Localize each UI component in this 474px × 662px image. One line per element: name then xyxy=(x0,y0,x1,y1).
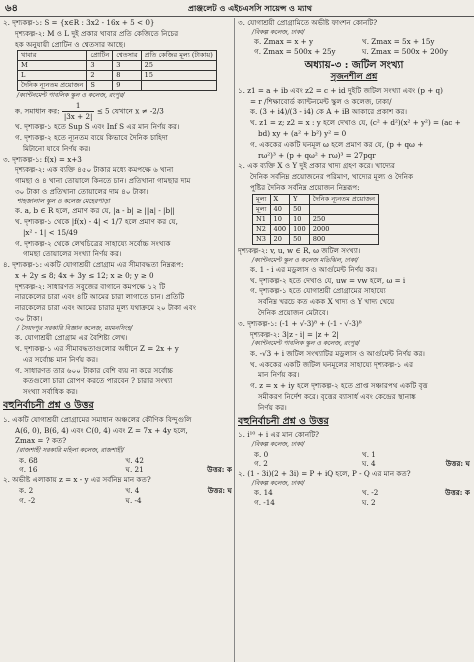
table-header-cell: শ্বেতসার xyxy=(113,51,141,61)
mcq-1-options xyxy=(3,456,232,476)
option: গ. Zmax = 500x + 25y xyxy=(254,46,336,56)
running-title: প্রাঞ্জলেট ও এইচএসসি সায়েন্স ও ম্যাথ xyxy=(188,3,312,13)
table-header-cell: X xyxy=(270,194,290,204)
table-row xyxy=(18,71,217,81)
right-column xyxy=(238,18,470,662)
option: ঘ. Zmax = 500x + 200y xyxy=(362,46,448,56)
option-text: খ. 4 xyxy=(125,485,140,495)
mcq-heading: বহুনির্বাচনী প্রশ্ন ও উত্তর xyxy=(3,399,94,411)
fraction xyxy=(62,101,95,122)
question-4-kha-cont: এর সর্বোচ্চ মান নির্ণয় কর। xyxy=(23,354,98,364)
page-header xyxy=(0,0,474,17)
answer-label: উত্তর: ক xyxy=(445,488,470,498)
cq-1-kha: খ. z1 = z; z2 = x : y হলে দেখাও যে, (c² + d²)(x² + y²) = (ac + xyxy=(250,118,461,128)
cq-3-line2: দৃশ্যকল্প-২: 3|z - i| = |z + 2| xyxy=(250,329,339,339)
question-4-line4: নারকেলের চারা এবং ৪টি আমের চারা লাগাতে চান। প্রতিটি xyxy=(15,292,185,302)
fraction-numerator: 1 xyxy=(62,101,95,112)
question-4-line5: নারকেলের চারা এবং আমের চারার মূল্য যথাক্রমে ২০ টাকা এবং xyxy=(15,303,196,313)
mcq-1-line3: Zmax = ? কত? xyxy=(15,436,67,446)
table-cell xyxy=(141,81,216,91)
cq-1-line2: = r ∕শিক্ষাবোর্ড ক্যান্টনমেন্ট স্কুল ও কলেজ, ঢাকা/ xyxy=(250,96,392,106)
fraction-denominator: |3x + 2| xyxy=(63,111,93,121)
option: গ. 16 xyxy=(19,465,38,475)
option: ক. Zmax = x + y xyxy=(254,37,314,47)
option xyxy=(362,488,470,498)
table-cell: 400 xyxy=(270,224,290,234)
answer-label: উত্তর: ক xyxy=(207,465,232,475)
table-cell: 10 xyxy=(270,214,290,224)
mcq-3-options xyxy=(238,37,470,57)
mcq-2-options xyxy=(3,486,232,506)
cq-3-ga: গ. z = x + iy হলে দৃশ্যকল্প-২ হতে প্রাপ্ত সঞ্চারপথ একটি বৃত্ত xyxy=(250,381,428,391)
table-header-row xyxy=(18,51,217,61)
question-4-line1: ৪. দৃশ্যকল্প-১: একটি যোগাশ্রয়ী প্রোগ্রাম এর সীমাবদ্ধতা নিম্নরূপ: xyxy=(3,260,184,270)
table-cell: 250 xyxy=(309,214,378,224)
table-cell: দৈনিক ন্যূনতম প্রয়োজন xyxy=(18,81,87,91)
table-cell: 15 xyxy=(141,71,216,81)
cq-3-kha: খ. এককের একটি জটিল ঘনমূলের সাহায্যে দৃশ্যকল্প-১ এর xyxy=(250,359,414,369)
source-note: /রাজশাহী সরকারি মহিলা কলেজ, রাজশাহী/ xyxy=(17,447,125,455)
cq-1-ga-cont: rω²)³ + (p + qω² + rω)³ = 27pqr xyxy=(258,150,376,160)
question-4-ka: ক. যোগাশ্রয়ী প্রোগ্রাম এর বৈশিষ্ট্য লেখ। xyxy=(15,333,128,343)
table-cell xyxy=(309,204,378,214)
source-note: / সৈয়দপুর সরকারি বিজ্ঞান কলেজ, ময়মনসিংহ/ xyxy=(17,324,133,332)
source-note: /বিকল্প কলেজ, ঢাকা/ xyxy=(252,479,305,487)
table-cell: N2 xyxy=(253,224,271,234)
question-text: ক. সমাধান কর: xyxy=(15,106,60,116)
option-text: খ. -2 xyxy=(362,488,379,498)
table-cell: 2 xyxy=(87,71,113,81)
option: গ. -14 xyxy=(254,498,275,508)
question-2-ga-cont: মিটানো যাবে নির্ণয় কর। xyxy=(23,143,91,153)
cq-2-ga-cont: সর্বনিম্ন খরচে কত একক X খাদ্য ও Y খাদ্য খেয়ে xyxy=(258,297,395,307)
table-row xyxy=(253,204,379,214)
left-column xyxy=(3,18,232,662)
section-subheading: সৃজনশীল প্রশ্ন xyxy=(330,72,378,83)
mcq-2-line1: ২. অভীষ্ট এলাকায় z = x - y এর সর্বনিম্ন মান কত? xyxy=(3,475,151,485)
table-cell: 50 xyxy=(290,204,310,214)
cq-2-kha: খ. দৃশ্যকল্প-২ হতে দেখাও যে, uw = vw হলে, ω = i xyxy=(250,275,406,285)
question-4-line3: দৃশ্যকল্প-২: সাধারণত সবুজের বাগানে কমপক্ষে ১২ টি xyxy=(15,281,166,291)
mcq-1-line2: A(6, 0), B(6, 4) এবং C(0, 4) এবং Z = 7x + 4y হলে, xyxy=(15,425,188,435)
mcq-r2-options xyxy=(238,488,470,508)
chapter-heading: অধ্যায়-৩ : জটিল সংখ্যা xyxy=(304,59,404,71)
table-cell: 8 xyxy=(113,71,141,81)
cq-1-line1: ১. z1 = a + ib এবং z2 = c + id দুইটি জটিল সংখ্যা এবং (p + q) xyxy=(238,85,443,95)
table-cell: 25 xyxy=(141,61,216,71)
source-note: /ক্যান্টনমেন্ট পাবলিক স্কুল ও কলেজ, রংপুর/ xyxy=(252,340,360,348)
table-cell: 40 xyxy=(270,204,290,214)
option xyxy=(126,465,233,475)
question-2-line2: দৃশ্যকল্প-২: M ও L দুই প্রকার খাবার প্রতি কেজিতে নিচের xyxy=(15,28,179,38)
cq-1-kha-cont: bd) xy + (a² + b²) y² = 0 xyxy=(258,129,347,139)
question-3-kha: খ. দৃশ্যকল্প-১ থেকে |f(x) - 4| < 1/7 হলে প্রমাণ কর যে, xyxy=(15,217,178,226)
question-2-line3: হক অনুযায়ী প্রোটিন ও শ্বেতসার আছে। xyxy=(15,39,126,49)
cq-3-line1: ৩. দৃশ্যকল্প-১: (-1 + √-3)⁸ + (-1 - √-3)⁸ xyxy=(238,318,362,328)
mcq-r2-line1: ২. (1 - 3i)(2 + 3i) = P + iQ হলে, P - Q এর মান কত? xyxy=(238,469,411,479)
table-row xyxy=(18,81,217,91)
question-4-ga-cont: কতগুলো চারা রোপণ করতে পারবেন ? চারার সংখ্যা xyxy=(23,376,173,386)
question-3-line1: ৩. দৃশ্যকল্প-১: f(x) = x+3 xyxy=(3,154,82,164)
question-2-kha: খ. দৃশ্যকল্প-১ হতে Sup S এবং Inf S এর মান নির্ণয় কর। xyxy=(15,122,180,132)
cq-2-ka: ক. 1 - i এর মডুলাস ও আর্গুমেন্ট নির্ণয় কর। xyxy=(250,264,378,274)
cq-2-line2: দৈনিক সর্বনিম্ন প্রয়োজনের পরিমাণ, খাদ্যের মূল্য ও দৈনিক xyxy=(250,172,414,182)
column-divider xyxy=(234,18,235,662)
table-cell: 3 xyxy=(113,61,141,71)
question-4-ga-cont: সংখ্যা সর্বাধিক কর। xyxy=(23,387,78,397)
nutrition-table xyxy=(252,194,379,245)
cq-2-line1: ২. এক ব্যক্তি X ও Y দুই প্রকার খাদ্য গ্রহণ করে। খাদ্যের xyxy=(238,161,395,171)
question-2-ka xyxy=(3,101,232,122)
mcq-r1-line1: ১. i¹⁰ + i এর মান কোনটি? xyxy=(238,430,319,440)
table-row xyxy=(253,234,379,244)
question-2-line1: ২. দৃশ্যকল্প-১: S = {x∈R : 3x2 - 16x + 5 < 0} xyxy=(3,18,155,27)
table-row xyxy=(253,224,379,234)
table-cell: 800 xyxy=(309,234,378,244)
question-3-kha-cont: |x² - 1| < 15/49 xyxy=(23,227,78,237)
table-header-cell: প্রোটিন xyxy=(87,51,113,61)
cq-3-ka: ক. -√3 + i জটিল সংখ্যাটির মডুলাস ও আর্গুমেন্ট নির্ণয় কর। xyxy=(250,348,426,358)
question-3-ga-cont: গামছা তোয়ালের সংখ্যা নির্ণয় কর। xyxy=(23,249,122,259)
table-header-cell: দৈনিক ন্যূনতম প্রয়োজন xyxy=(309,194,378,204)
question-4-ga: গ. সাধারণত তার ৬০০ টাকার বেশি ব্যয় না করে সর্বোচ্চ xyxy=(15,365,173,375)
table-row xyxy=(18,61,217,71)
food-table xyxy=(17,50,217,91)
table-header-cell: খাবার xyxy=(18,51,87,61)
table-cell: 50 xyxy=(290,234,310,244)
cq-1-ga: গ. এককের একটি ঘনমূল ω হলে প্রমাণ কর যে, (p + qω + xyxy=(250,139,424,149)
table-cell: L xyxy=(18,71,87,81)
option: ঘ. -4 xyxy=(125,495,142,505)
option: ক. 2 xyxy=(19,485,34,495)
answer-label: উত্তর: ঘ xyxy=(445,459,470,469)
table-cell: 3 xyxy=(87,61,113,71)
option: ক. 68 xyxy=(19,455,38,465)
table-cell: মূল্য xyxy=(253,204,271,214)
cq-1-ka: ক. (3 + i4)/(3 - i4) কে A + iB আকারে প্রকাশ কর। xyxy=(250,107,408,117)
option-text: ঘ. 4 xyxy=(362,459,376,469)
cq-2-ga: গ. দৃশ্যকল্প-১ হতে যোগাশ্রয়ী প্রোগ্রামের সাহায্যে xyxy=(250,286,386,296)
source-note: /বিকল্প কলেজ, ঢাকা/ xyxy=(252,28,305,36)
cq-2-ga-cont: দৈনিক প্রয়োজন মেটাবে। xyxy=(258,308,329,318)
option: খ. 42 xyxy=(125,455,144,465)
source-note: /ক্যান্টনমেন্ট পাবলিক স্কুল ও কলেজ, রংপুর/ xyxy=(17,92,125,100)
table-cell: 10 xyxy=(290,214,310,224)
table-row xyxy=(253,214,379,224)
option: ক. 14 xyxy=(254,488,273,498)
option: গ. -2 xyxy=(19,495,36,505)
table-cell: 20 xyxy=(270,234,290,244)
question-2-ga: গ. দৃশ্যকল্প-২ হতে ন্যূনতম ব্যয়ে কিভাবে দৈনিক চাহিদা xyxy=(15,133,168,143)
table-cell: 100 xyxy=(290,224,310,234)
table-header-cell: প্রতি কেজির মূল্য (টাকায়) xyxy=(141,51,216,61)
question-3-line3: গামছা ও ৪ খানা তোয়ালে কিনতে চান। প্রতিখানা গামছার দাম xyxy=(15,176,191,186)
option: খ. Zmax = 5x + 15y xyxy=(362,37,435,47)
option xyxy=(362,459,470,469)
question-4-kha: খ. দৃশ্যকল্প-১ এর সীমাবদ্ধতাগুলোর অধীনে Z = 2x + y xyxy=(15,344,179,354)
cq-2-scenario: দৃশ্যকল্প-২: v, u, w ∈ R, ω জটিল সংখ্যা। xyxy=(238,245,361,255)
source-note: শাহজালাল স্কুল ও কলেজ মেহেরপাড়া xyxy=(17,197,110,205)
table-cell: 2000 xyxy=(309,224,378,234)
table-header-cell: মূল্য xyxy=(253,194,271,204)
question-4-line2: x + 2y ≤ 8; 4x + 3y ≤ 12; x ≥ 0; y ≥ 0 xyxy=(15,270,154,280)
question-3-line4: ৩০ টাকা ও প্রতিখানা তোয়ালের দাম ৪০ টাকা। xyxy=(15,187,149,197)
option xyxy=(126,486,233,496)
option: ক. 0 xyxy=(254,449,269,459)
option: খ. 1 xyxy=(362,449,376,459)
table-header-row xyxy=(253,194,379,204)
option: গ. 2 xyxy=(254,459,268,469)
table-cell: 9 xyxy=(113,81,141,91)
mcq-1-line1: ১. একটি যোগাশ্রয়ী প্রোগ্রামের সমাধান অঞ্চলের কৌণিক বিন্দুগুলি xyxy=(3,414,192,424)
question-3-line2: দৃশ্যকল্প-২: এক ব্যক্তি ৪৫০ টাকার মধ্যে কমপক্ষে ৬ খানা xyxy=(15,165,174,175)
cq-3-kha-cont: মান নির্ণয় কর। xyxy=(258,370,300,380)
source-note: /বিকল্প কলেজ, ঢাকা/ xyxy=(252,441,305,449)
option: ঘ. 2 xyxy=(362,498,376,508)
answer-label: উত্তর: ঘ xyxy=(207,485,232,495)
table-cell: M xyxy=(18,61,87,71)
option-text: ঘ. 21 xyxy=(125,465,144,475)
mcq-3-line1: ৩. যোগাশ্রয়ী প্রোগ্রামিতে অভীষ্ট ফাংশন কোনটি? xyxy=(238,18,378,27)
cq-3-ga-cont: সমীকরণ নির্দেশ করে। বৃত্তের ব্যাসার্ধ এবং কেন্দ্রের স্থানাঙ্ক xyxy=(258,391,416,401)
question-3-ga: গ. দৃশ্যকল্প-২ থেকে লেখচিত্রের সাহায্যে সর্বোচ্চ সংখ্যক xyxy=(15,238,171,248)
table-cell: N1 xyxy=(253,214,271,224)
question-4-line6: ৩০ টাকা। xyxy=(15,314,43,324)
page-number: ৬৪ xyxy=(5,3,18,14)
mcq-heading: বহুনির্বাচনী প্রশ্ন ও উত্তর xyxy=(238,415,329,427)
table-header-cell: Y xyxy=(290,194,310,204)
question-3-ka: ক. a, b ∈ R হলে, প্রমাণ কর যে, |a - b| ≥ ||a| - |b|| xyxy=(15,206,175,216)
cq-3-ga-cont: নির্ণয় কর। xyxy=(258,402,287,412)
table-cell: S xyxy=(87,81,113,91)
cq-2-line3: পুষ্টির দৈনিক সর্বনিম্ন প্রয়োজন নিম্নরূপ: xyxy=(250,182,360,192)
mcq-r1-options xyxy=(238,450,470,470)
table-cell: N3 xyxy=(253,234,271,244)
question-text: ≤ 5 যেখানে x ≠ -2/3 xyxy=(96,106,164,116)
source-note: /ক্যান্টনমেন্ট স্কুল ও কলেজ মতিঝিল, ঢাকা/ xyxy=(252,256,359,264)
